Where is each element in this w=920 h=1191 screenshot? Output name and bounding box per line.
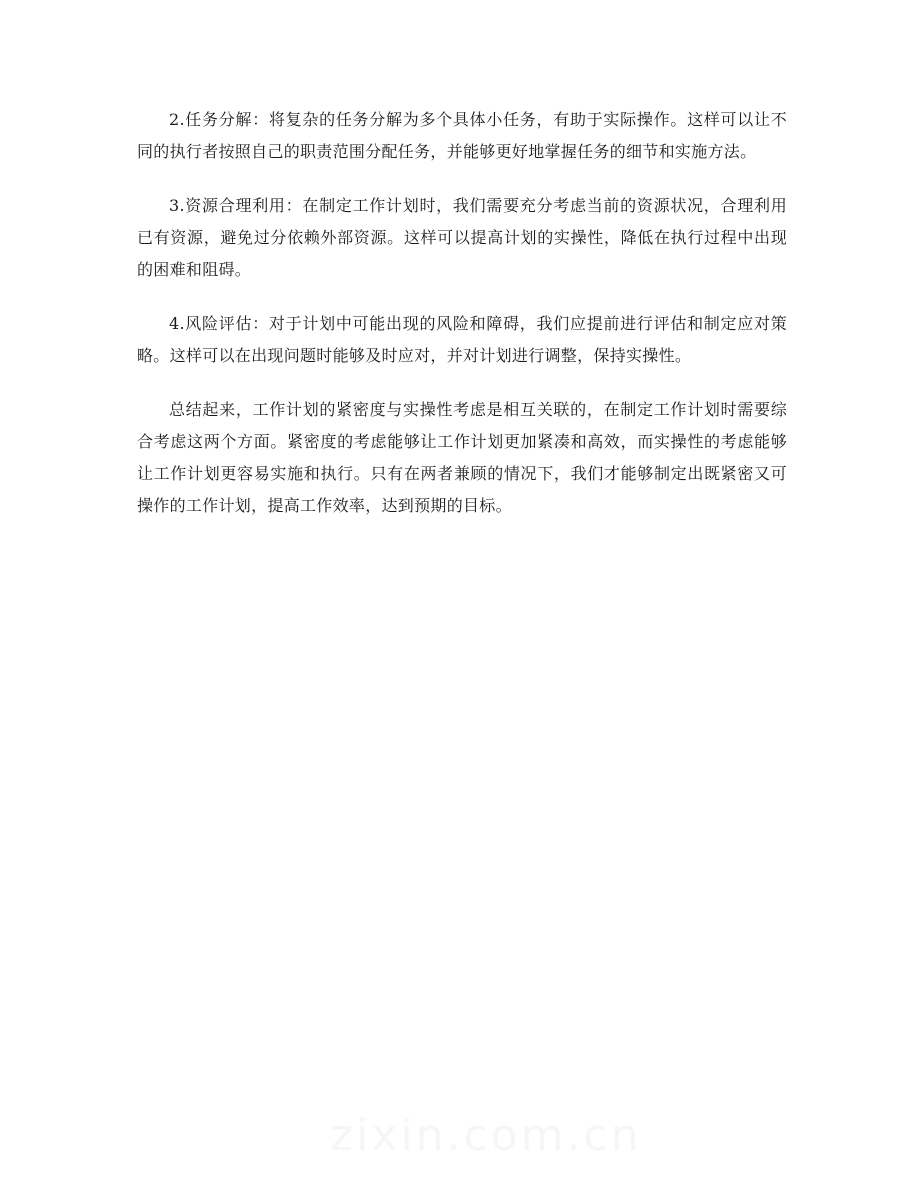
paragraph-summary: 总结起来，工作计划的紧密度与实操性考虑是相互关联的，在制定工作计划时需要综合考虑这两个方面。紧密度的考虑能够让工作计划更加紧凑和高效，而实操性的考虑能够让工作计划更容易实施和执行。只有在两者兼顾的情况下，我们才能够制定出既紧密又可操作的工作计划，提高工作效率，达到预期的目标。: [137, 400, 787, 515]
paragraph-task-decomposition: 2.任务分解：将复杂的任务分解为多个具体小任务，有助于实际操作。这样可以让不同的执行者按照自己的职责范围分配任务，并能够更好地掌握任务的细节和实施方法。: [137, 110, 787, 161]
paragraph-resource-utilization: 3.资源合理利用：在制定工作计划时，我们需要充分考虑当前的资源状况，合理利用已有资源，避免过分依赖外部资源。这样可以提高计划的实操性，降低在执行过程中出现的困难和阻碍。: [137, 196, 787, 279]
document-body: [137, 104, 787, 544]
paragraph-risk-assessment: 4.风险评估：对于计划中可能出现的风险和障碍，我们应提前进行评估和制定应对策略。这样可以在出现问题时能够及时应对，并对计划进行调整，保持实操性。: [137, 314, 787, 365]
watermark-text: [330, 1110, 642, 1161]
